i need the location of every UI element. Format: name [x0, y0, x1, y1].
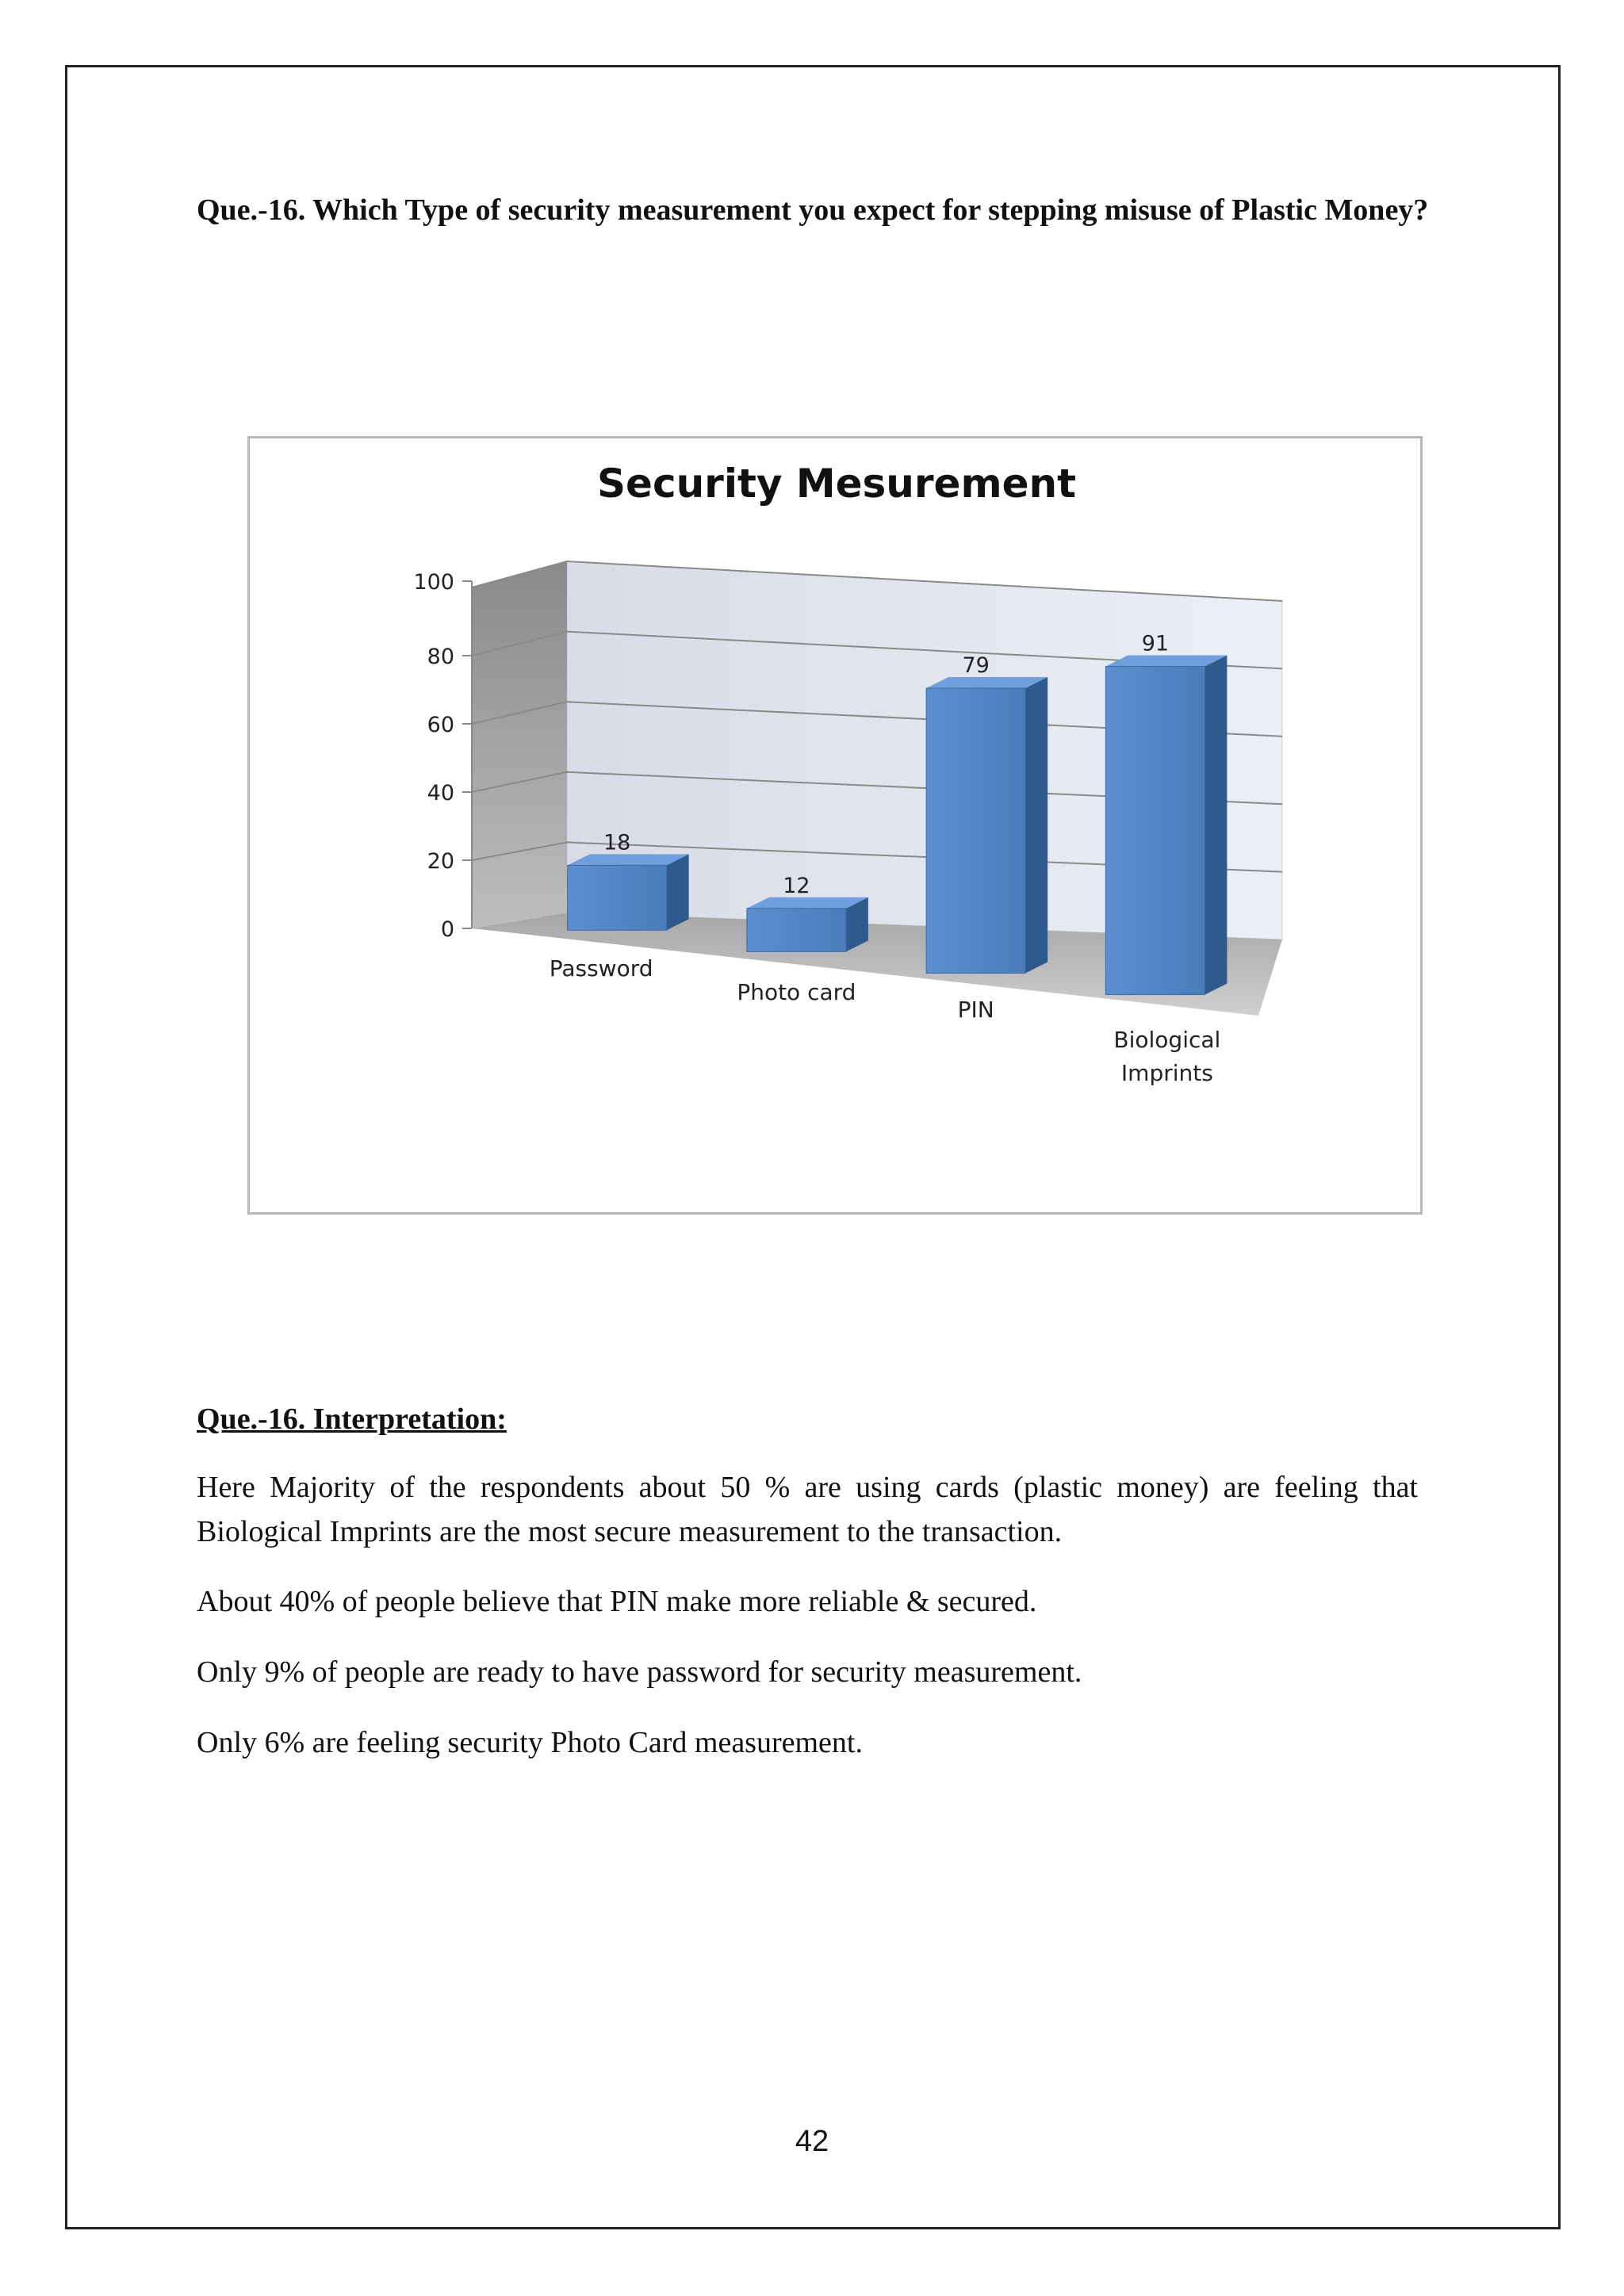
bar: [747, 909, 846, 952]
bar: [926, 688, 1025, 973]
chart-title: Security Mesurement: [597, 461, 1076, 507]
x-category-label: Photo card: [737, 979, 856, 1005]
interpretation-paragraph-4: Only 6% are feeling security Photo Card measurement.: [197, 1726, 863, 1759]
y-tick-label: 100: [413, 570, 454, 595]
bar: [568, 865, 667, 930]
page-number: 42: [795, 2125, 829, 2158]
chart-side-wall: [472, 561, 567, 928]
interpretation-heading: Que.-16. Interpretation:: [197, 1402, 507, 1436]
bar-side-face: [1025, 677, 1048, 973]
bar-data-label: 18: [603, 830, 631, 855]
y-tick-label: 20: [427, 849, 454, 874]
y-tick-label: 40: [427, 781, 454, 806]
y-tick-label: 0: [440, 917, 454, 942]
bar-data-label: 12: [783, 873, 810, 898]
y-tick-label: 60: [427, 713, 454, 737]
interpretation-paragraph-1: Here Majority of the respondents about 50 % are using cards (plastic money) are feeling that Biological Imprints are the most secure measurement to the transaction.: [197, 1471, 1418, 1548]
question-heading: Que.-16. Which Type of security measurement you expect for stepping misuse of Plastic Money?: [197, 193, 1429, 227]
interpretation-paragraph-3: Only 9% of people are ready to have password for security measurement.: [197, 1655, 1082, 1689]
chart-container: [247, 436, 1423, 1215]
x-category-label: PIN: [957, 997, 994, 1023]
y-tick-label: 80: [427, 645, 454, 669]
bar-side-face: [667, 854, 689, 930]
x-category-label: Biological: [1113, 1027, 1221, 1053]
interpretation-paragraph-2: About 40% of people believe that PIN make more reliable & secured.: [197, 1585, 1037, 1618]
security-measurement-chart: [250, 438, 1420, 1212]
bar-data-label: 79: [962, 653, 990, 679]
bar-side-face: [1205, 656, 1227, 995]
x-category-label: Imprints: [1120, 1060, 1213, 1086]
bar-data-label: 91: [1141, 631, 1170, 656]
bar: [1105, 667, 1205, 995]
x-category-label: Password: [549, 955, 653, 982]
